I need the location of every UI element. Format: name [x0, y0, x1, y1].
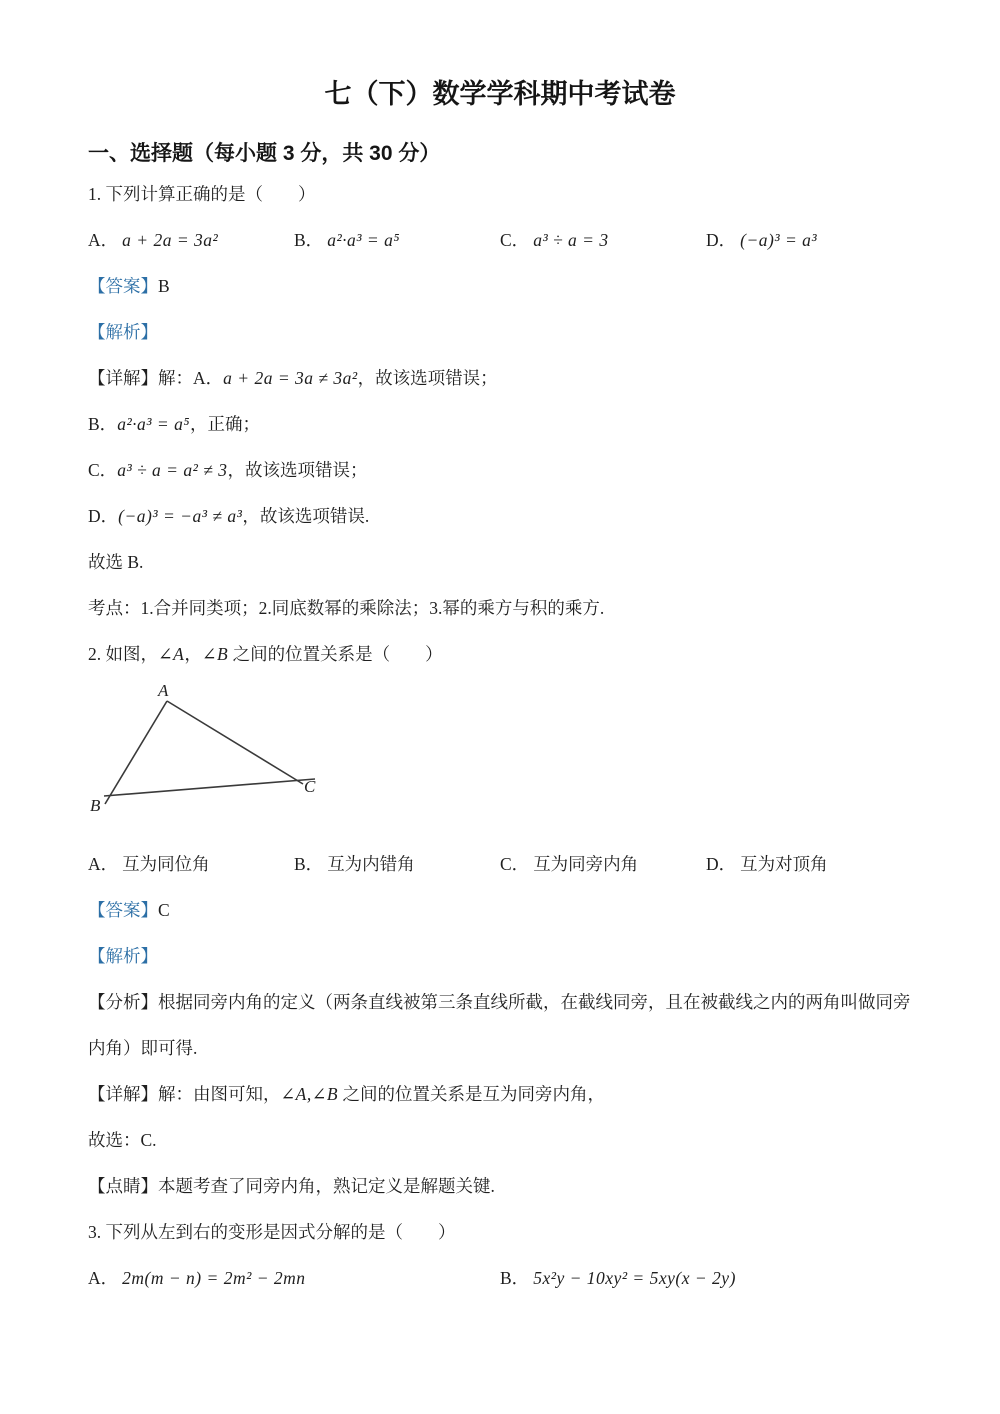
text-run: 互为同位角: [122, 854, 210, 874]
text-run: 考点：1.合并同类项；2.同底数幂的乘除法；3.幂的乘方与积的乘方.: [88, 598, 605, 618]
triangle-side-1: [104, 779, 315, 796]
text-run: 【分析】根据同旁内角的定义（两条直线被第三条直线所截，在截线同旁，且在被截线之内的两角叫做同旁内角）即可得.: [88, 992, 911, 1058]
option-letter: A．: [88, 230, 119, 250]
conclusion-2: [88, 1117, 912, 1163]
text-run: 故选：C.: [88, 1130, 157, 1150]
text-run: ，故该选项错误；: [227, 460, 368, 480]
q1-options-B: [294, 217, 500, 263]
text-run: 互为同旁内角: [533, 854, 639, 874]
tip-2: [88, 1163, 912, 1209]
math-expression: (−a)³ = a³: [740, 230, 818, 250]
text-run: 1. 下列计算正确的是（ ）: [88, 184, 316, 204]
vertex-label-C: C: [304, 777, 316, 796]
q1-options-C: [500, 217, 706, 263]
blue-label: 【解析】: [88, 322, 158, 342]
text-run: B: [158, 276, 170, 296]
math-expression: ∠A,∠B: [280, 1084, 339, 1104]
detail-1-d: [88, 493, 912, 539]
answer-2: [88, 887, 912, 933]
math-expression: ∠A: [158, 644, 185, 664]
analysis-label-1: [88, 309, 912, 355]
q2-options-B: [294, 841, 500, 887]
option-letter: A．: [88, 1268, 119, 1288]
detail-2: [88, 1071, 912, 1117]
option-letter: C．: [500, 854, 530, 874]
detail-1-a: [88, 355, 912, 401]
math-expression: a + 2a = 3a ≠ 3a²: [223, 368, 358, 388]
q2-options-A: [88, 841, 294, 887]
q2-options-C: [500, 841, 706, 887]
text-run: ，故该选项错误.: [242, 506, 370, 526]
blue-label: 【答案】: [88, 276, 158, 296]
conclusion-1: [88, 539, 912, 585]
text-run: C: [158, 900, 170, 920]
text-run: 互为内错角: [327, 854, 415, 874]
question-2: [88, 631, 912, 677]
triangle-figure: [88, 677, 912, 841]
option-letter: C．: [500, 230, 530, 250]
content-flow: [88, 171, 912, 1301]
option-letter: A．: [88, 854, 119, 874]
detail-1-b: [88, 401, 912, 447]
q1-options-A: [88, 217, 294, 263]
text-run: B．: [88, 414, 118, 434]
detail-1-c: [88, 447, 912, 493]
option-letter: D．: [706, 854, 737, 874]
text-run: C．: [88, 460, 118, 480]
text-run: 故选 B.: [88, 552, 144, 572]
text-run: ，正确；: [189, 414, 260, 434]
math-expression: a²·a³ = a⁵: [327, 230, 400, 250]
q3-options-A: [88, 1255, 500, 1301]
q1-options-D: [706, 217, 912, 263]
math-expression: a + 2a = 3a²: [122, 230, 219, 250]
option-letter: B．: [294, 230, 324, 250]
analysis-label-2: [88, 933, 912, 979]
text-run: 3. 下列从左到右的变形是因式分解的是（ ）: [88, 1222, 456, 1242]
math-expression: a²·a³ = a⁵: [117, 414, 190, 434]
text-run: 互为对顶角: [740, 854, 828, 874]
math-expression: (−a)³ = −a³ ≠ a³: [118, 506, 243, 526]
math-expression: 5x²y − 10xy² = 5xy(x − 2y): [533, 1268, 736, 1288]
q2-options-D: [706, 841, 912, 887]
text-run: 2. 如图，: [88, 644, 158, 664]
text-run: 【点睛】本题考查了同旁内角，熟记定义是解题关键.: [88, 1176, 495, 1196]
option-letter: B．: [294, 854, 324, 874]
answer-1: [88, 263, 912, 309]
vertex-label-A: A: [158, 683, 169, 700]
blue-label: 【解析】: [88, 946, 158, 966]
section-heading: 一、选择题（每小题 3 分，共 30 分）: [88, 142, 441, 165]
question-1: [88, 171, 912, 217]
triangle-side-0: [105, 701, 167, 804]
math-expression: 2m(m − n) = 2m² − 2mn: [122, 1268, 306, 1288]
text-run: D．: [88, 506, 119, 526]
text-run: ，: [184, 644, 202, 664]
math-expression: a³ ÷ a = 3: [533, 230, 609, 250]
q3-options-B: [500, 1255, 912, 1301]
triangle-side-2: [167, 701, 303, 784]
triangle-drawing: [90, 683, 340, 823]
keypoints-1: [88, 585, 912, 631]
q2-options: [88, 841, 912, 887]
blue-label: 【答案】: [88, 900, 158, 920]
text-run: 【详解】解：由图可知，: [88, 1084, 281, 1104]
option-letter: D．: [706, 230, 737, 250]
analysis-2: [88, 979, 912, 1071]
math-expression: ∠B: [201, 644, 229, 664]
question-3: [88, 1209, 912, 1255]
math-expression: a³ ÷ a = a² ≠ 3: [117, 460, 228, 480]
option-letter: B．: [500, 1268, 530, 1288]
text-run: 【详解】解：A．: [88, 368, 224, 388]
q1-options: [88, 217, 912, 263]
text-run: 之间的位置关系是（ ）: [228, 644, 443, 664]
text-run: ，故该选项错误；: [357, 368, 498, 388]
vertex-label-B: B: [90, 796, 101, 815]
q3-options: [88, 1255, 912, 1301]
text-run: 之间的位置关系是互为同旁内角，: [338, 1084, 605, 1104]
page-title: 七（下）数学学科期中考试卷: [324, 79, 676, 109]
